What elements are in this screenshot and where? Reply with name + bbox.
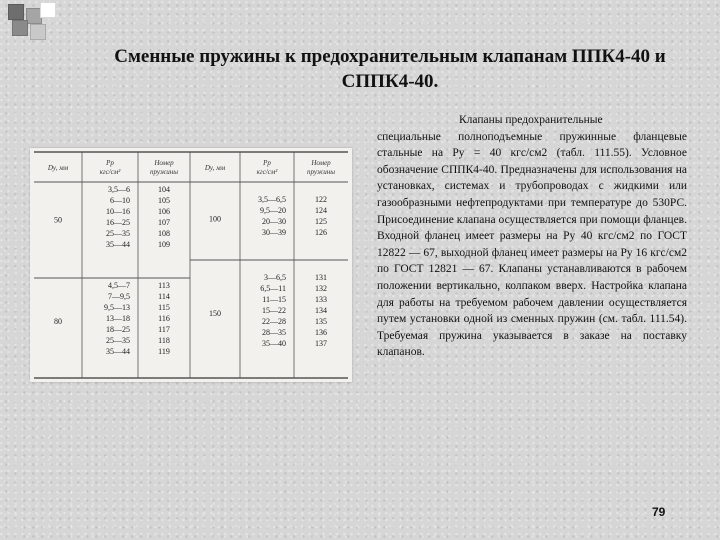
table-cell-pressure: 4,5—7 — [108, 281, 130, 290]
spring-table-scan — [30, 148, 352, 382]
table-cell-pressure: 11—15 — [262, 295, 286, 304]
corner-square — [30, 24, 46, 40]
table-cell-spring: 133 — [315, 295, 327, 304]
table-cell-dn: 80 — [54, 317, 62, 326]
table-cell-spring: 122 — [315, 195, 327, 204]
table-cell-pressure: 35—44 — [106, 240, 130, 249]
table-cell-spring: 106 — [158, 207, 170, 216]
table-cell-spring: 107 — [158, 218, 170, 227]
table-header-label: Dу, мм — [204, 164, 226, 172]
table-cell-pressure: 6,5—11 — [260, 284, 286, 293]
table-cell-spring: 117 — [158, 325, 170, 334]
table-cell-spring: 137 — [315, 339, 327, 348]
corner-square — [40, 2, 56, 18]
table-cell-spring: 113 — [158, 281, 170, 290]
slide-title-line1: Сменные пружины к предохранительным клапанам ППК4-40 и — [114, 46, 666, 67]
corner-square — [8, 4, 24, 20]
table-cell-spring: 132 — [315, 284, 327, 293]
table-header-label: Номер — [154, 159, 174, 167]
table-header-label: кгс/см² — [99, 168, 121, 176]
corner-square — [12, 20, 28, 36]
table-cell-spring: 125 — [315, 217, 327, 226]
table-cell-dn: 100 — [209, 214, 221, 224]
description-intro: Клапаны предохранительные — [459, 114, 603, 126]
table-cell-pressure: 3,5—6,5 — [258, 195, 286, 204]
table-cell-spring: 118 — [158, 336, 170, 345]
table-header-label: пружины — [306, 168, 336, 176]
page-number: 79 — [652, 505, 666, 519]
table-cell-spring: 108 — [158, 229, 170, 238]
table-cell-pressure: 35—40 — [262, 339, 286, 348]
table-header-label: Номер — [311, 159, 331, 167]
table-cell-pressure: 7—9,5 — [108, 292, 130, 301]
table-header-label: кгс/см² — [256, 168, 278, 176]
table-cell-spring: 119 — [158, 347, 170, 356]
table-cell-pressure: 30—39 — [262, 228, 286, 237]
table-cell-pressure: 25—35 — [106, 229, 130, 238]
description-body: специальные полноподъемные пружинные фланцевые стальные на Ру = 40 кгс/см2 (табл. 111.55). Условное обозначение СППК4-40. Предназначены для использования на установках, системах и трубопроводах с жидкими или газообразными нефтепродуктами при температуре до 530РС. Присоединение клапана осуществляется при помощи фланцев. Входной фланец имеет размеры на Ру 40 кгс/см2 по ГОСТ 12822 — 67, выходной фланец имеет размеры на Ру 16 кгс/см2 по ГОСТ 12821 — 67. Клапаны устанавливаются в рабочем положении вертикально, колпаком вверх. Настройка клапана для работы на требуемом рабочем давлении осуществляется путем установки одной из сменных пружин (см. табл. 111.54). Требуемая пружина указывается в заказе на поставку клапанов. — [377, 130, 687, 359]
table-cell-pressure: 28—35 — [262, 328, 286, 337]
table-cell-spring: 115 — [158, 303, 170, 312]
table-cell-pressure: 16—25 — [106, 218, 130, 227]
table-cell-pressure: 13—18 — [106, 314, 130, 323]
table-cell-spring: 104 — [158, 185, 170, 194]
decorative-corner-squares — [0, 0, 60, 40]
table-cell-spring: 131 — [315, 273, 327, 282]
table-cell-pressure: 15—22 — [262, 306, 286, 315]
table-cell-spring: 136 — [315, 328, 327, 337]
table-cell-dn: 150 — [209, 309, 221, 318]
table-header-label: пружины — [149, 168, 179, 176]
table-cell-spring: 124 — [315, 206, 327, 215]
table-cell-spring: 126 — [315, 228, 327, 237]
table-cell-pressure: 3—6,5 — [264, 273, 286, 282]
table-cell-spring: 114 — [158, 292, 170, 301]
table-cell-spring: 109 — [158, 240, 170, 249]
table-header-label: Dу, мм — [47, 164, 69, 172]
table-cell-spring: 105 — [158, 196, 170, 205]
table-cell-pressure: 25—35 — [106, 336, 130, 345]
table-cell-pressure: 20—30 — [262, 217, 286, 226]
spring-table-figure — [30, 148, 352, 382]
table-cell-dn: 50 — [54, 215, 62, 225]
table-cell-pressure: 18—25 — [106, 325, 130, 334]
table-cell-pressure: 9,5—13 — [104, 303, 130, 312]
table-cell-pressure: 10—16 — [106, 207, 130, 216]
table-cell-pressure: 3,5—6 — [108, 185, 130, 194]
table-cell-spring: 116 — [158, 314, 170, 323]
table-cell-pressure: 22—28 — [262, 317, 286, 326]
table-cell-spring: 135 — [315, 317, 327, 326]
table-cell-pressure: 9,5—20 — [260, 206, 286, 215]
slide-title — [60, 44, 720, 94]
slide-title-line2: СППК4-40. — [341, 71, 439, 92]
table-cell-pressure: 35—44 — [106, 347, 130, 356]
table-header-label: Рр — [263, 159, 271, 167]
table-header-label: Рр — [106, 159, 114, 167]
description-text — [377, 112, 687, 361]
table-cell-spring: 134 — [315, 306, 327, 315]
table-cell-pressure: 6—10 — [110, 196, 130, 205]
